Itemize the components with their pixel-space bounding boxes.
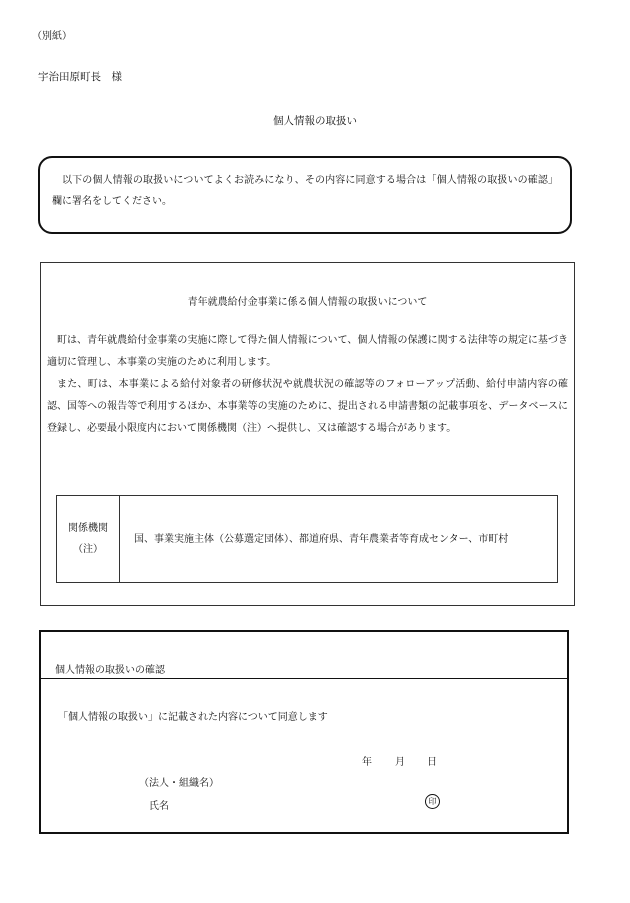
intro-box [38, 156, 572, 234]
policy-paragraph-1: 町は、青年就農給付金事業の実施に際して得た個人情報について、個人情報の保護に関する法律等の規定に基づき適切に管理し、本事業の実施のために利用します。 [47, 335, 568, 368]
date-day-label[interactable]: 日 [427, 757, 437, 768]
agency-label-line-2: （注） [73, 544, 103, 555]
date-year-label[interactable]: 年 [362, 757, 372, 768]
addressee: 宇治田原町長 様 [38, 71, 122, 83]
organization-field[interactable]: （法人・組織名） [139, 778, 219, 789]
agency-table [56, 495, 558, 583]
agency-label-line-1: 関係機関 [68, 523, 108, 534]
agency-value [120, 496, 557, 582]
page-title: 個人情報の取扱い [273, 115, 357, 127]
agency-value-text: 国、事業実施主体（公募選定団体）、都道府県、青年農業者等育成センター、市町村 [134, 533, 509, 545]
intro-text: 以下の個人情報の取扱いについてよくお読みになり、その内容に同意する場合は「個人情報の取扱いの確認」欄に署名をしてください。 [52, 175, 558, 207]
name-field[interactable]: 氏名 [149, 801, 169, 812]
agency-label [57, 496, 120, 582]
seal-icon: 印 [425, 794, 440, 809]
attachment-label: （別紙） [32, 31, 72, 42]
policy-box [40, 262, 575, 606]
policy-title: 青年就農給付金事業に係る個人情報の取扱いについて [187, 297, 428, 308]
consent-text: 「個人情報の取扱い」に記載された内容について同意します [58, 712, 328, 723]
policy-paragraph-2: また、町は、本事業による給付対象者の研修状況や就農状況の確認等のフォローアップ活動、給付申請内容の確認、国等への報告等で利用するほか、本事業等の実施のために、提出される申請書類の記載事項を、データベースに登録し、必要最小限度内において関係機関（注）へ提供し、又は確認する場合があります。 [47, 379, 568, 434]
policy-body [47, 330, 568, 440]
confirmation-title: 個人情報の取扱いの確認 [55, 665, 165, 676]
confirmation-header [41, 632, 567, 679]
date-month-label[interactable]: 月 [395, 757, 405, 768]
confirmation-box [39, 630, 569, 834]
